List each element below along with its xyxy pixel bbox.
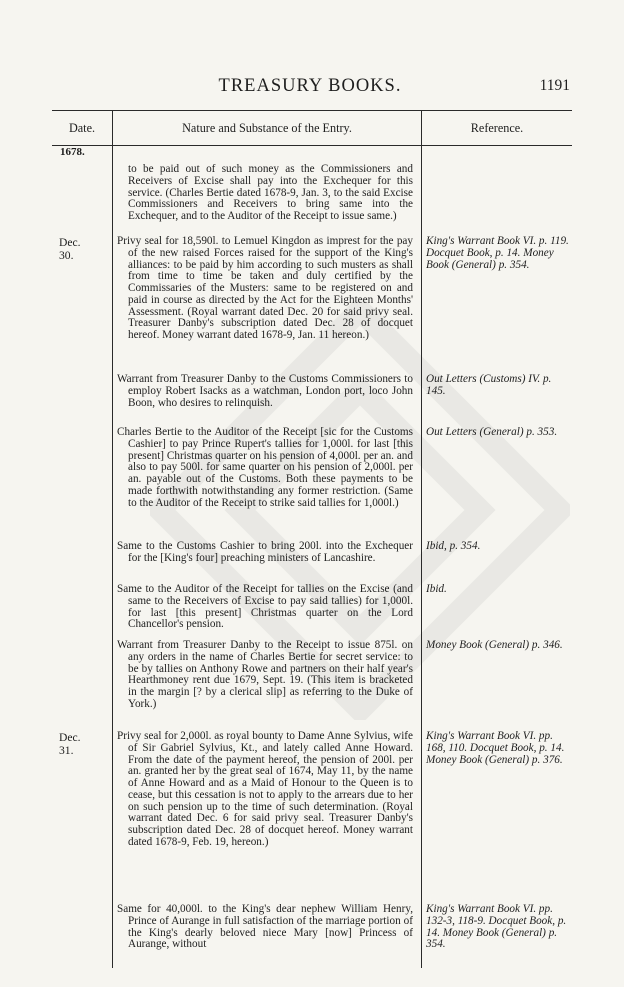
entry-reference — [426, 541, 570, 553]
page-number: 1191 — [539, 77, 570, 94]
year-marker: 1678. — [60, 146, 85, 158]
entry-text: Warrant from Treasurer Danby to the Customs Commissioners to employ Robert Isacks as a watchman, London port, loco John Boon, who desires to relinquish. — [117, 373, 413, 409]
column-header-date: Date. — [68, 121, 96, 135]
entry-reference — [426, 904, 570, 951]
entry-text: Same to the Customs Cashier to bring 200l. into the Exchequer for the [King's four] preaching ministers of Lancashire. — [117, 540, 413, 564]
reference-text: King's Warrant Book VI. pp. 132-3, 118-9. Docquet Book, p. 14. Money Book (General) p. 354. — [426, 903, 567, 951]
entry-date: Dec. 30. — [59, 236, 81, 262]
entry-text: Same to the Auditor of the Receipt for tallies on the Excise (and same to the Receivers of Excise to pay said tallies) for 1,000l. for last [this present] Christmas quarter on the Lord Chancellor's pension. — [117, 583, 413, 631]
entry-reference — [426, 731, 570, 766]
entry-reference — [426, 640, 570, 652]
reference-text: Ibid. — [426, 583, 447, 595]
column-header-reference: Reference. — [470, 121, 524, 135]
entry-reference — [426, 584, 570, 596]
running-head — [50, 76, 570, 100]
entry-text: Same for 40,000l. to the King's dear nephew William Henry, Prince of Aurange in full satisfaction of the marriage portion of the King's dearly beloved niece Mary [now] Princess of Aurange, without — [117, 903, 413, 951]
entry-text: Privy seal for 2,000l. as royal bounty to Dame Anne Sylvius, wife of Sir Gabriel Sylvius, Kt., and lately called Anne Howard. From the date of the payment hereof, the pension of 200l. per an. granted her by the great seal of 1674, May 11, by the name of Anne Howard and as a Maid of Honour to the Queen is to cease, but this cessation is not to apply to the arrears due to her on such pension up to the time of such determination. (Royal warrant dated Dec. 6 for said privy seal. Treasurer Danby's subscription dated Dec. 28 of docquet hereof. Money warrant dated 1678-9, Feb. 19, hereon.) — [117, 730, 413, 848]
reference-text: Ibid, p. 354. — [426, 540, 481, 552]
entry-text: Privy seal for 18,590l. to Lemuel Kingdon as imprest for the pay of the new raised Forces raised for the support of the King's alliances: to be paid by him according to such musters as shall from time to time be taken and duly certified by the Commissaries of the Musters: same to be registered on and paid in course as directed by the Act for the Eighteen Months' Assessment. (Royal warrant dated Dec. 20 for said privy seal. Treasurer Danby's subscription dated Dec. 28 of docquet hereof. Money warrant dated 1678-9, Jan. 11 hereon.) — [117, 235, 413, 341]
entry-text: to be paid out of such money as the Commissioners and Receivers of Excise shall pay into the Exchequer for this service. (Charles Bertie dated 1678-9, Jan. 3, to the said Excise Commissioners and Receivers to bring same into the Exchequer, and to the Auditor of the Receipt to issue same.) — [128, 163, 413, 222]
reference-text: King's Warrant Book VI. pp. 168, 110. Docquet Book, p. 14. Money Book (General) p. 376. — [426, 730, 565, 766]
column-divider-right — [421, 110, 422, 968]
entry-reference — [426, 427, 570, 439]
table-header-rule — [52, 145, 572, 146]
entry-date: Dec. 31. — [59, 731, 81, 757]
entry-text: Charles Bertie to the Auditor of the Receipt [sic for the Customs Cashier] to pay Prince Rupert's tallies for 1,000l. for last [this present] Christmas quarter on his pension of 4,000l. per an. and also to pay 500l. for same quarter on his pension of 2,000l. per an. payable out of the Customs. Both these payments to be made forthwith notwithstanding any former restriction. (Same to the Auditor of the Receipt to strike said tallies for 1,000l.) — [117, 426, 413, 509]
entry-reference — [426, 374, 570, 398]
reference-text: Out Letters (Customs) IV. p. 145. — [426, 373, 552, 397]
reference-text: King's Warrant Book VI. p. 119. Docquet Book, p. 14. Money Book (General) p. 354. — [426, 235, 569, 271]
column-divider-left — [112, 110, 113, 968]
reference-text: Out Letters (General) p. 353. — [426, 426, 558, 438]
running-title: TREASURY BOOKS. — [218, 76, 402, 96]
column-header-nature: Nature and Substance of the Entry. — [182, 121, 352, 135]
table-top-rule — [52, 110, 572, 111]
reference-text: Money Book (General) p. 346. — [426, 639, 563, 651]
entry-reference — [426, 236, 570, 271]
entry-text: Warrant from Treasurer Danby to the Receipt to issue 875l. on any orders in the name of Charles Bertie for secret service: to be by tallies on Anthony Rowe and partners on their half year's Hearthmoney rent due 1679, Sept. 19. (This item is bracketed in the margin [? by a clerical slip] as referring to the Duke of York.) — [117, 639, 413, 710]
